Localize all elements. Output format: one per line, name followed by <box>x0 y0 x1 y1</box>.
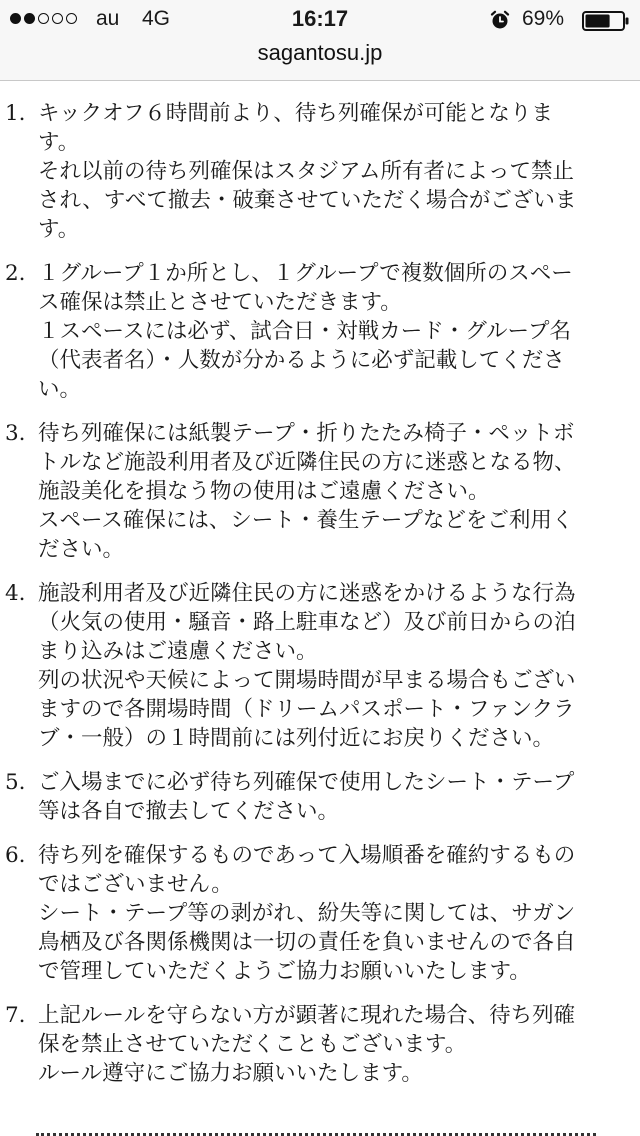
rule-text-line: まり込みはご遠慮ください。 <box>38 639 318 664</box>
carrier-name: au <box>96 7 120 30</box>
rule-text-line: ではございません。 <box>38 872 233 897</box>
rule-text-line: （火気の使用・騒音・路上駐車など）及び前日からの泊 <box>38 610 576 635</box>
clock-time: 16:17 <box>291 6 349 31</box>
rule-text-line: 鳥栖及び各関係機関は一切の責任を負いませんので各自 <box>38 930 576 955</box>
alarm-clock-icon <box>490 10 510 30</box>
address-bar-url[interactable]: sagantosu.jp <box>257 40 383 65</box>
rule-text-line: で管理していただくようご協力お願いいたします。 <box>38 959 531 984</box>
page-content <box>0 81 640 1136</box>
rule-text-line: １スペースには必ず、試合日・対戦カード・グループ名 <box>38 319 571 344</box>
rule-text-line: ださい。 <box>38 537 125 562</box>
rule-number: 3. <box>5 421 26 446</box>
rule-text-line: 待ち列を確保するものであって入場順番を確約するもの <box>38 843 576 868</box>
status-bar <box>0 0 640 40</box>
rule-number: 7. <box>5 1003 26 1028</box>
rule-number: 5. <box>5 770 26 795</box>
rule-text-line: 等は各自で撤去してください。 <box>38 799 340 824</box>
rule-text-line: ますので各開場時間（ドリームパスポート・ファンクラ <box>38 697 575 722</box>
rule-number: 2. <box>5 261 26 286</box>
battery-percentage: 69% <box>522 7 565 30</box>
rule-text-line: シート・テープ等の剥がれ、紛失等に関しては、サガン <box>38 901 576 926</box>
rule-number: 4. <box>5 581 26 606</box>
rule-text-line: （代表者名）・人数が分かるように必ず記載してくださ <box>38 348 565 373</box>
rule-item <box>0 1001 640 1088</box>
rule-number: 6. <box>5 843 26 868</box>
rule-text-line: スペース確保には、シート・養生テープなどをご利用く <box>38 508 574 533</box>
rule-text-line: トルなど施設利用者及び近隣住民の方に迷惑となる物、 <box>38 450 576 475</box>
rule-item <box>0 768 640 826</box>
rule-text-line: ご入場までに必ず待ち列確保で使用したシート・テープ <box>38 770 575 795</box>
rule-text-line: 待ち列確保には紙製テープ・折りたたみ椅子・ペットボ <box>38 421 575 446</box>
network-type: 4G <box>142 7 171 30</box>
rule-text-line: 施設美化を損なう物の使用はご遠慮ください。 <box>38 479 490 504</box>
rule-text-line: す。 <box>38 217 80 242</box>
battery-icon <box>582 11 630 31</box>
rule-text-line: され、すべて撤去・破棄させていただく場合がございま <box>38 188 577 213</box>
rule-item <box>0 419 640 564</box>
rule-text-line: い。 <box>38 377 82 402</box>
rule-text-line: それ以前の待ち列確保はスタジアム所有者によって禁止 <box>38 159 574 184</box>
rule-item <box>0 259 640 404</box>
rule-text-line: ブ・一般）の１時間前には列付近にお戻りください。 <box>38 726 555 751</box>
rule-text-line: ルール遵守にご協力お願いいたします。 <box>38 1061 423 1086</box>
rule-text-line: 施設利用者及び近隣住民の方に迷惑をかけるような行為 <box>38 581 576 606</box>
next-item-partial <box>0 1125 640 1136</box>
browser-chrome <box>0 0 640 81</box>
rule-text-line: 上記ルールを守らない方が顕著に現れた場合、待ち列確 <box>38 1003 576 1028</box>
rule-text-line: １グループ１か所とし、１グループで複数個所のスペー <box>38 261 573 286</box>
rule-text-line: ス確保は禁止とさせていただきます。 <box>38 290 402 315</box>
rule-text-line: す。 <box>38 130 80 155</box>
rule-text-line: 列の状況や天候によって開場時間が早まる場合もござい <box>38 668 576 693</box>
rule-number: 1. <box>5 101 26 126</box>
rule-text-line: 保を禁止させていただくこともございます。 <box>38 1032 467 1057</box>
rule-item <box>0 841 640 986</box>
rule-item <box>0 99 640 244</box>
rule-item <box>0 579 640 753</box>
rules-list <box>0 81 640 1088</box>
rule-text-line: キックオフ６時間前より、待ち列確保が可能となりま <box>38 101 553 126</box>
